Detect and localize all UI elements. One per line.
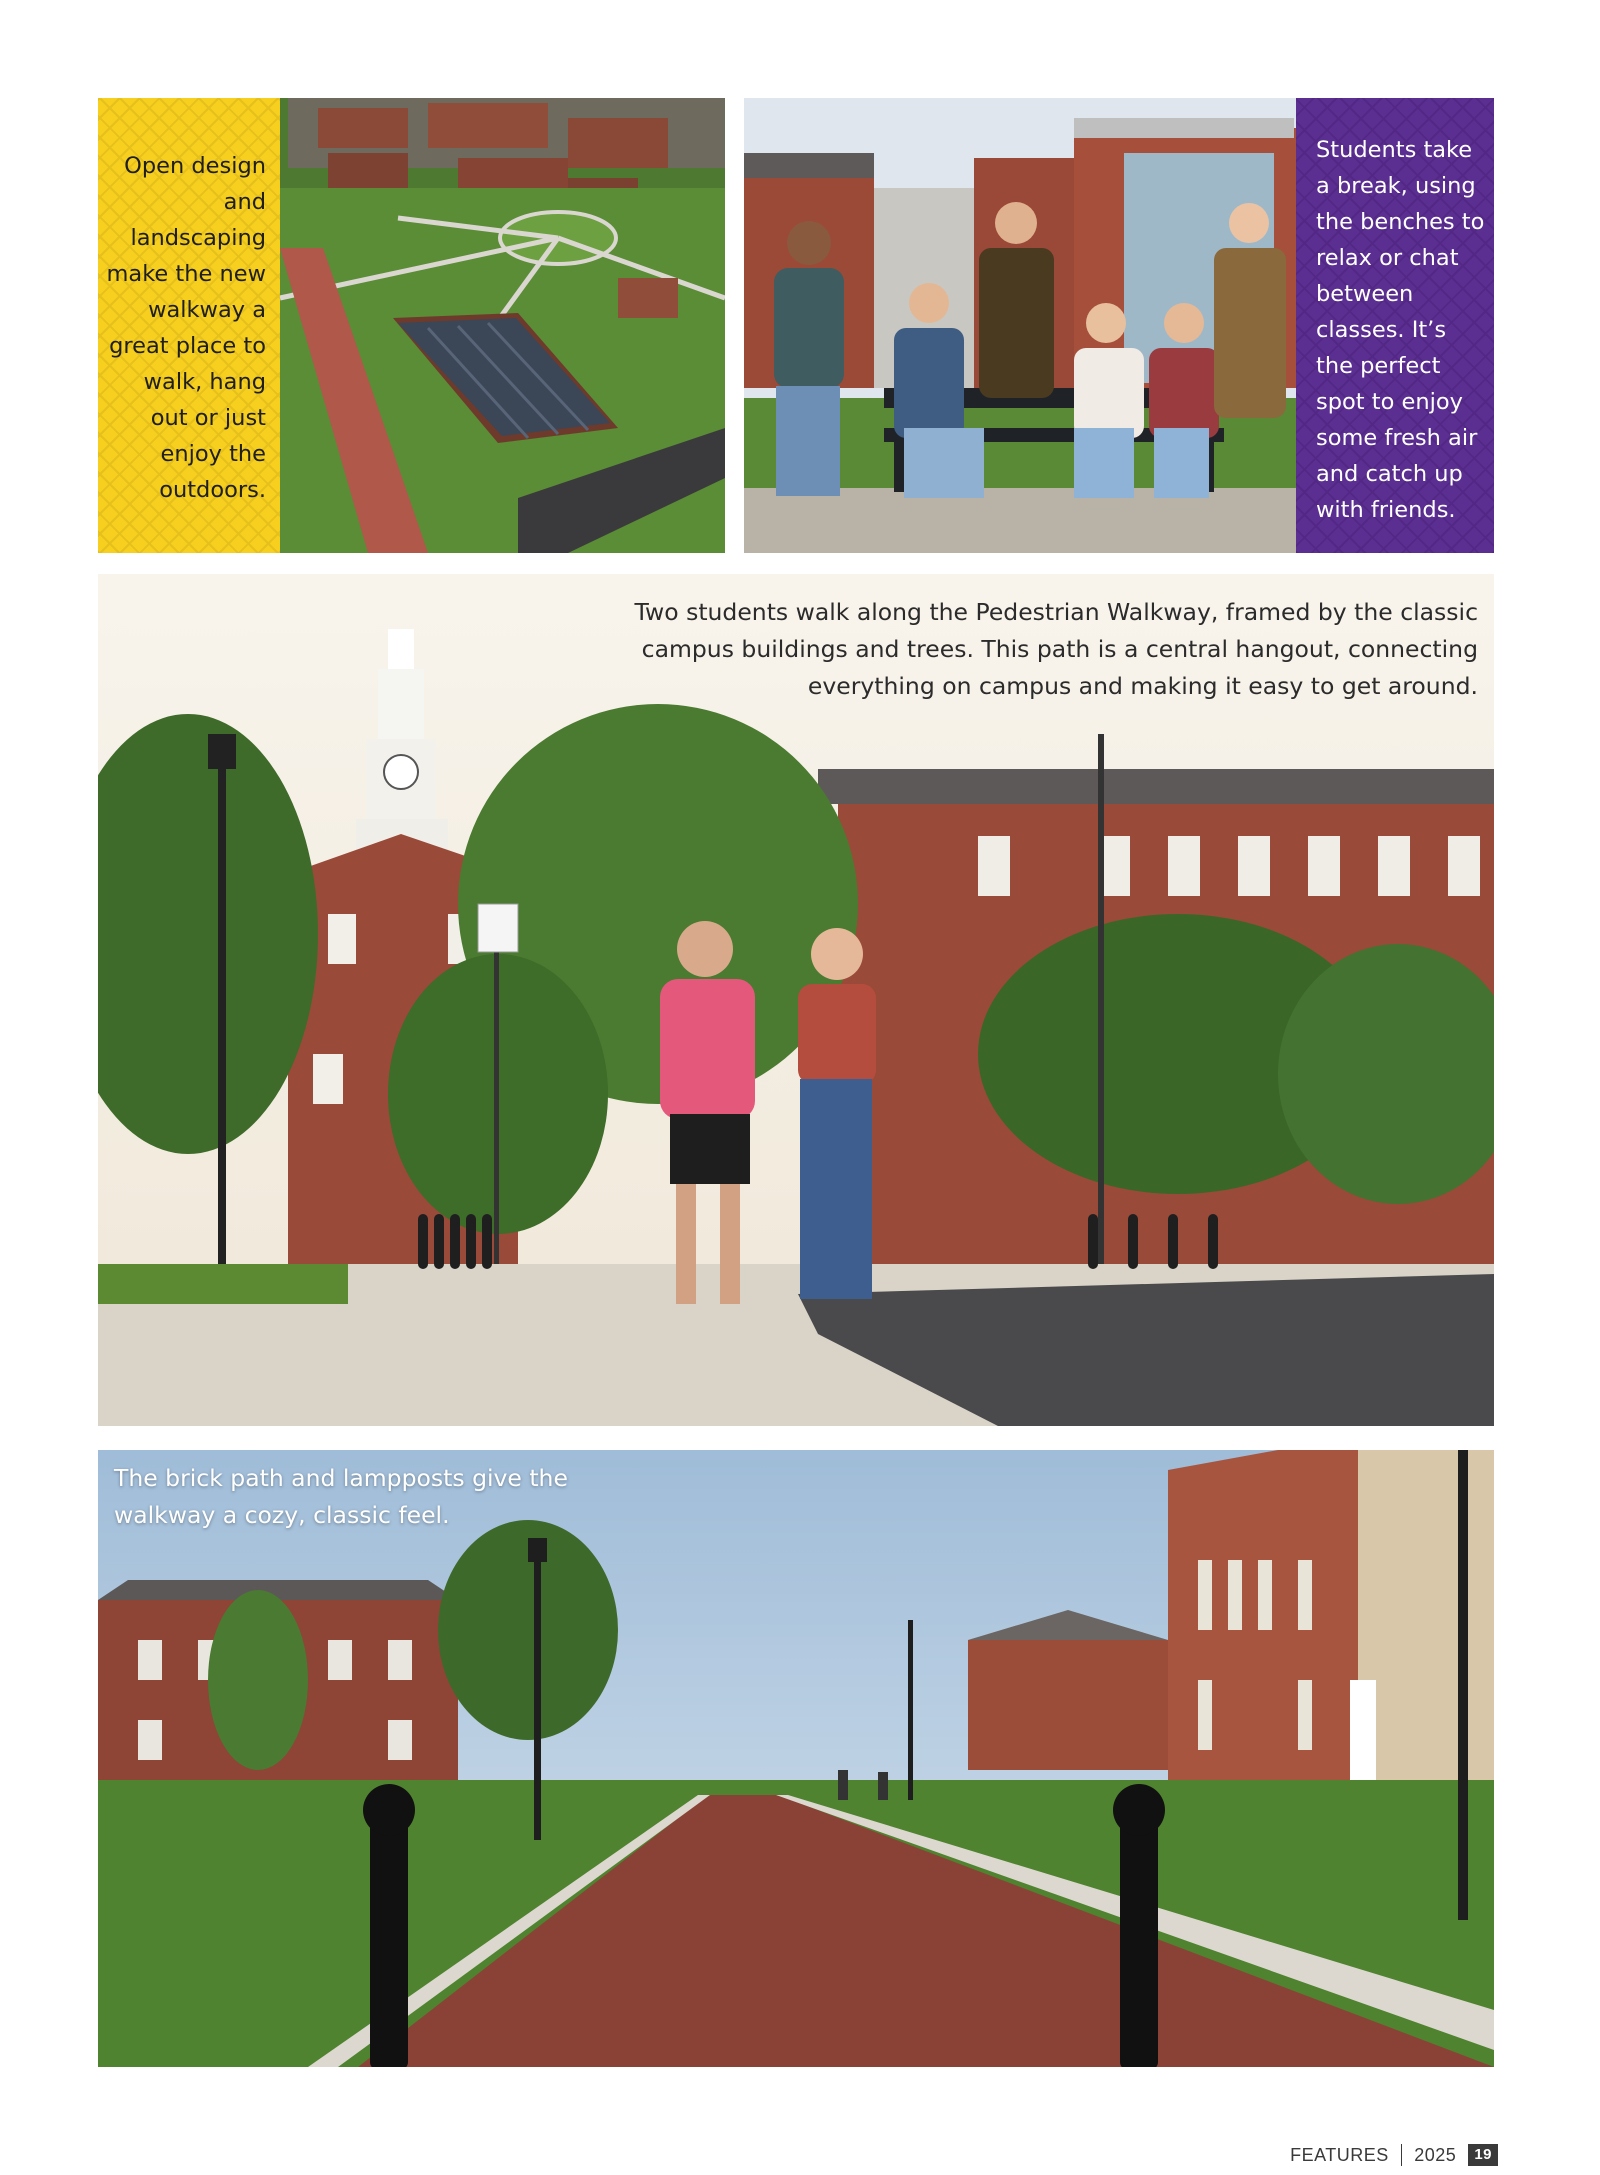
- section-label: FEATURES: [1290, 2144, 1389, 2165]
- purple-caption-box: [1296, 98, 1494, 553]
- students-walking-photo: [98, 574, 1494, 1426]
- page-number: 19: [1468, 2144, 1498, 2166]
- page-footer: [1290, 2142, 1498, 2168]
- brick-walkway-illustration: [98, 1450, 1494, 2067]
- aerial-caption: Open design and landscaping make the new walkway a great place to walk, hang out or just enjoy the outdoors.: [106, 153, 266, 503]
- footer-divider: [1401, 2144, 1403, 2166]
- footer-year: 2025: [1414, 2144, 1457, 2165]
- aerial-campus-photo: [98, 98, 725, 553]
- brick-walkway-photo: [98, 1450, 1494, 2067]
- group-caption: Students take a break, using the benches to relax or chat between classes. It’s the perfect spot to enjoy some fresh air and catch up with friends.: [1316, 137, 1485, 523]
- yellow-caption-box: [98, 98, 280, 553]
- students-bench-photo: [744, 98, 1494, 553]
- brick-path-caption: The brick path and lampposts give the walkway a cozy, classic feel.: [114, 1464, 568, 1529]
- walkway-caption: Two students walk along the Pedestrian Walkway, framed by the classic campus buildings and trees. This path is a central hangout, connecting everything on campus and making it easy to get around.: [634, 598, 1478, 700]
